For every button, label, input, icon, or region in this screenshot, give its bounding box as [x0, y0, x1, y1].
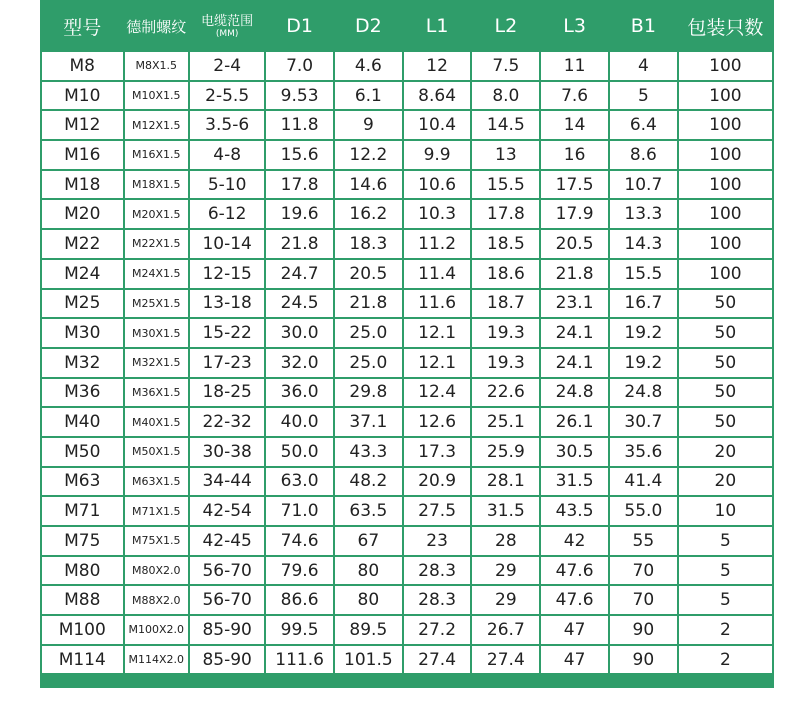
cell-d1: 17.8 [266, 171, 333, 199]
cell-thread: M50X1.5 [125, 438, 189, 466]
cell-model: M71 [42, 497, 123, 525]
cell-model: M8 [42, 52, 123, 80]
cell-pack-qty: 100 [679, 230, 772, 258]
cell-cable-range: 10-14 [190, 230, 264, 258]
cell-thread: M30X1.5 [125, 319, 189, 347]
cell-l3: 24.1 [541, 349, 608, 377]
cell-pack-qty: 2 [679, 646, 772, 674]
cell-d2: 4.6 [335, 52, 402, 80]
cell-model: M63 [42, 468, 123, 496]
cell-l1: 20.9 [404, 468, 471, 496]
cell-pack-qty: 2 [679, 616, 772, 644]
cell-thread: M75X1.5 [125, 527, 189, 555]
cell-pack-qty: 50 [679, 408, 772, 436]
cell-pack-qty: 50 [679, 349, 772, 377]
cell-b1: 55 [610, 527, 677, 555]
cell-thread: M100X2.0 [125, 616, 189, 644]
cell-thread: M63X1.5 [125, 468, 189, 496]
cell-model: M50 [42, 438, 123, 466]
header-d2: D2 [335, 2, 402, 50]
cell-model: M24 [42, 260, 123, 288]
header-cable-range-unit: (MM) [215, 28, 239, 39]
cell-pack-qty: 50 [679, 379, 772, 407]
cell-d1: 24.5 [266, 290, 333, 318]
cell-d1: 15.6 [266, 141, 333, 169]
cell-cable-range: 22-32 [190, 408, 264, 436]
cell-cable-range: 85-90 [190, 616, 264, 644]
cell-l1: 12.1 [404, 319, 471, 347]
spec-table-frame [40, 0, 774, 688]
cell-b1: 55.0 [610, 497, 677, 525]
cell-pack-qty: 100 [679, 171, 772, 199]
cell-b1: 14.3 [610, 230, 677, 258]
cell-b1: 19.2 [610, 349, 677, 377]
cell-cable-range: 15-22 [190, 319, 264, 347]
cell-l2: 27.4 [472, 646, 539, 674]
cell-cable-range: 6-12 [190, 200, 264, 228]
cell-cable-range: 12-15 [190, 260, 264, 288]
cell-l2: 28.1 [472, 468, 539, 496]
cell-d2: 80 [335, 586, 402, 614]
cell-d1: 24.7 [266, 260, 333, 288]
cell-d2: 63.5 [335, 497, 402, 525]
cell-b1: 70 [610, 557, 677, 585]
cell-cable-range: 2-5.5 [190, 82, 264, 110]
cell-l3: 20.5 [541, 230, 608, 258]
cell-l2: 28 [472, 527, 539, 555]
cell-thread: M71X1.5 [125, 497, 189, 525]
cell-d1: 111.6 [266, 646, 333, 674]
cell-l2: 25.9 [472, 438, 539, 466]
cell-d2: 20.5 [335, 260, 402, 288]
cell-model: M36 [42, 379, 123, 407]
cell-thread: M114X2.0 [125, 646, 189, 674]
cell-model: M75 [42, 527, 123, 555]
cell-pack-qty: 100 [679, 200, 772, 228]
table-row [42, 111, 772, 139]
cell-l2: 7.5 [472, 52, 539, 80]
cell-cable-range: 5-10 [190, 171, 264, 199]
table-row [42, 200, 772, 228]
cell-d2: 16.2 [335, 200, 402, 228]
cell-model: M12 [42, 111, 123, 139]
cell-l1: 11.4 [404, 260, 471, 288]
cell-cable-range: 4-8 [190, 141, 264, 169]
cell-model: M88 [42, 586, 123, 614]
cell-d1: 40.0 [266, 408, 333, 436]
cell-b1: 13.3 [610, 200, 677, 228]
cell-model: M16 [42, 141, 123, 169]
cell-d1: 74.6 [266, 527, 333, 555]
table-row [42, 319, 772, 347]
cell-d1: 99.5 [266, 616, 333, 644]
cell-d1: 36.0 [266, 379, 333, 407]
cell-cable-range: 42-45 [190, 527, 264, 555]
cell-l1: 12 [404, 52, 471, 80]
cell-thread: M12X1.5 [125, 111, 189, 139]
cell-l1: 27.4 [404, 646, 471, 674]
cell-l3: 16 [541, 141, 608, 169]
cell-d1: 50.0 [266, 438, 333, 466]
cell-b1: 6.4 [610, 111, 677, 139]
cell-l3: 23.1 [541, 290, 608, 318]
cell-l1: 11.6 [404, 290, 471, 318]
cell-model: M114 [42, 646, 123, 674]
cell-model: M22 [42, 230, 123, 258]
cell-l2: 18.6 [472, 260, 539, 288]
cell-l1: 27.5 [404, 497, 471, 525]
cell-d2: 21.8 [335, 290, 402, 318]
cell-l3: 47 [541, 646, 608, 674]
cell-l1: 10.6 [404, 171, 471, 199]
cell-l1: 12.6 [404, 408, 471, 436]
table-row [42, 82, 772, 110]
table-row [42, 379, 772, 407]
cell-b1: 90 [610, 646, 677, 674]
table-row [42, 408, 772, 436]
cell-l1: 10.3 [404, 200, 471, 228]
cell-d1: 30.0 [266, 319, 333, 347]
cell-l1: 11.2 [404, 230, 471, 258]
cell-b1: 70 [610, 586, 677, 614]
cell-cable-range: 3.5-6 [190, 111, 264, 139]
table-row [42, 349, 772, 377]
table-row [42, 438, 772, 466]
table-row [42, 646, 772, 674]
cell-cable-range: 30-38 [190, 438, 264, 466]
cell-l2: 22.6 [472, 379, 539, 407]
cell-thread: M88X2.0 [125, 586, 189, 614]
cell-l3: 11 [541, 52, 608, 80]
table-row [42, 290, 772, 318]
header-l2: L2 [472, 2, 539, 50]
cell-l2: 13 [472, 141, 539, 169]
cell-d2: 80 [335, 557, 402, 585]
cell-l2: 8.0 [472, 82, 539, 110]
cell-l2: 17.8 [472, 200, 539, 228]
cell-d1: 7.0 [266, 52, 333, 80]
cell-l2: 14.5 [472, 111, 539, 139]
cell-model: M32 [42, 349, 123, 377]
cell-d2: 101.5 [335, 646, 402, 674]
cell-b1: 35.6 [610, 438, 677, 466]
cell-thread: M36X1.5 [125, 379, 189, 407]
header-model: 型号 [42, 2, 123, 50]
cell-pack-qty: 50 [679, 319, 772, 347]
cell-d2: 48.2 [335, 468, 402, 496]
cell-thread: M32X1.5 [125, 349, 189, 377]
cell-d2: 43.3 [335, 438, 402, 466]
cell-b1: 90 [610, 616, 677, 644]
cell-d1: 9.53 [266, 82, 333, 110]
cell-l2: 31.5 [472, 497, 539, 525]
cell-model: M20 [42, 200, 123, 228]
cell-thread: M16X1.5 [125, 141, 189, 169]
cell-d2: 67 [335, 527, 402, 555]
cell-l1: 8.64 [404, 82, 471, 110]
cell-b1: 15.5 [610, 260, 677, 288]
cell-d1: 79.6 [266, 557, 333, 585]
header-d1: D1 [266, 2, 333, 50]
cell-thread: M10X1.5 [125, 82, 189, 110]
cell-pack-qty: 100 [679, 141, 772, 169]
cell-cable-range: 34-44 [190, 468, 264, 496]
cell-l3: 24.1 [541, 319, 608, 347]
cell-pack-qty: 100 [679, 260, 772, 288]
cell-d1: 71.0 [266, 497, 333, 525]
table-row [42, 468, 772, 496]
cell-l2: 29 [472, 586, 539, 614]
table-row [42, 260, 772, 288]
cell-cable-range: 56-70 [190, 586, 264, 614]
cell-l1: 12.4 [404, 379, 471, 407]
cell-b1: 41.4 [610, 468, 677, 496]
cell-pack-qty: 5 [679, 557, 772, 585]
cell-model: M18 [42, 171, 123, 199]
cell-l1: 12.1 [404, 349, 471, 377]
cell-pack-qty: 100 [679, 52, 772, 80]
spec-table [40, 0, 774, 675]
cell-l3: 26.1 [541, 408, 608, 436]
cell-l3: 30.5 [541, 438, 608, 466]
cell-cable-range: 56-70 [190, 557, 264, 585]
cell-b1: 24.8 [610, 379, 677, 407]
cell-d1: 19.6 [266, 200, 333, 228]
cell-b1: 16.7 [610, 290, 677, 318]
cell-cable-range: 18-25 [190, 379, 264, 407]
cell-l2: 18.5 [472, 230, 539, 258]
cell-d1: 63.0 [266, 468, 333, 496]
cell-l3: 43.5 [541, 497, 608, 525]
cell-l2: 18.7 [472, 290, 539, 318]
header-cable-range [190, 2, 264, 50]
cell-d2: 89.5 [335, 616, 402, 644]
table-row [42, 230, 772, 258]
table-row [42, 527, 772, 555]
cell-l3: 14 [541, 111, 608, 139]
cell-d2: 6.1 [335, 82, 402, 110]
cell-model: M25 [42, 290, 123, 318]
cell-model: M80 [42, 557, 123, 585]
cell-thread: M22X1.5 [125, 230, 189, 258]
cell-d2: 29.8 [335, 379, 402, 407]
cell-l3: 7.6 [541, 82, 608, 110]
cell-d1: 32.0 [266, 349, 333, 377]
cell-d2: 18.3 [335, 230, 402, 258]
cell-pack-qty: 20 [679, 438, 772, 466]
cell-b1: 30.7 [610, 408, 677, 436]
cell-pack-qty: 5 [679, 527, 772, 555]
cell-l3: 24.8 [541, 379, 608, 407]
cell-l2: 26.7 [472, 616, 539, 644]
header-thread: 德制螺纹 [125, 2, 189, 50]
cell-pack-qty: 50 [679, 290, 772, 318]
cell-d2: 25.0 [335, 319, 402, 347]
header-cable-range-label: 电缆范围 [201, 13, 254, 29]
cell-l1: 28.3 [404, 586, 471, 614]
header-row [42, 2, 772, 50]
cell-l3: 17.5 [541, 171, 608, 199]
table-row [42, 141, 772, 169]
cell-model: M10 [42, 82, 123, 110]
cell-l2: 19.3 [472, 319, 539, 347]
header-b1: B1 [610, 2, 677, 50]
cell-b1: 5 [610, 82, 677, 110]
cell-pack-qty: 100 [679, 111, 772, 139]
cell-l1: 10.4 [404, 111, 471, 139]
cell-l1: 17.3 [404, 438, 471, 466]
cell-pack-qty: 10 [679, 497, 772, 525]
cell-b1: 19.2 [610, 319, 677, 347]
cell-l2: 29 [472, 557, 539, 585]
cell-thread: M40X1.5 [125, 408, 189, 436]
cell-b1: 4 [610, 52, 677, 80]
table-row [42, 616, 772, 644]
table-row [42, 586, 772, 614]
cell-l3: 47.6 [541, 557, 608, 585]
cell-b1: 10.7 [610, 171, 677, 199]
cell-l1: 27.2 [404, 616, 471, 644]
cell-cable-range: 13-18 [190, 290, 264, 318]
cell-pack-qty: 100 [679, 82, 772, 110]
table-row [42, 497, 772, 525]
cell-thread: M20X1.5 [125, 200, 189, 228]
cell-thread: M25X1.5 [125, 290, 189, 318]
cell-d2: 37.1 [335, 408, 402, 436]
cell-l3: 17.9 [541, 200, 608, 228]
cell-l1: 9.9 [404, 141, 471, 169]
cell-l3: 42 [541, 527, 608, 555]
cell-thread: M8X1.5 [125, 52, 189, 80]
cell-l2: 19.3 [472, 349, 539, 377]
header-pack-qty: 包装只数 [679, 2, 772, 50]
header-l1: L1 [404, 2, 471, 50]
cell-cable-range: 17-23 [190, 349, 264, 377]
cell-l1: 23 [404, 527, 471, 555]
cell-d1: 21.8 [266, 230, 333, 258]
cell-pack-qty: 5 [679, 586, 772, 614]
cell-pack-qty: 20 [679, 468, 772, 496]
cell-l3: 47 [541, 616, 608, 644]
cell-l3: 31.5 [541, 468, 608, 496]
cell-thread: M18X1.5 [125, 171, 189, 199]
cell-l2: 15.5 [472, 171, 539, 199]
cell-model: M30 [42, 319, 123, 347]
cell-d2: 12.2 [335, 141, 402, 169]
cell-thread: M24X1.5 [125, 260, 189, 288]
table-row [42, 52, 772, 80]
cell-d1: 86.6 [266, 586, 333, 614]
cell-l3: 47.6 [541, 586, 608, 614]
cell-d1: 11.8 [266, 111, 333, 139]
table-row [42, 171, 772, 199]
table-row [42, 557, 772, 585]
cell-thread: M80X2.0 [125, 557, 189, 585]
cell-l3: 21.8 [541, 260, 608, 288]
cell-cable-range: 85-90 [190, 646, 264, 674]
header-l3: L3 [541, 2, 608, 50]
cell-d2: 9 [335, 111, 402, 139]
cell-b1: 8.6 [610, 141, 677, 169]
cell-d2: 14.6 [335, 171, 402, 199]
cell-l2: 25.1 [472, 408, 539, 436]
cell-cable-range: 2-4 [190, 52, 264, 80]
cell-d2: 25.0 [335, 349, 402, 377]
cell-cable-range: 42-54 [190, 497, 264, 525]
cell-l1: 28.3 [404, 557, 471, 585]
cell-model: M40 [42, 408, 123, 436]
cell-model: M100 [42, 616, 123, 644]
